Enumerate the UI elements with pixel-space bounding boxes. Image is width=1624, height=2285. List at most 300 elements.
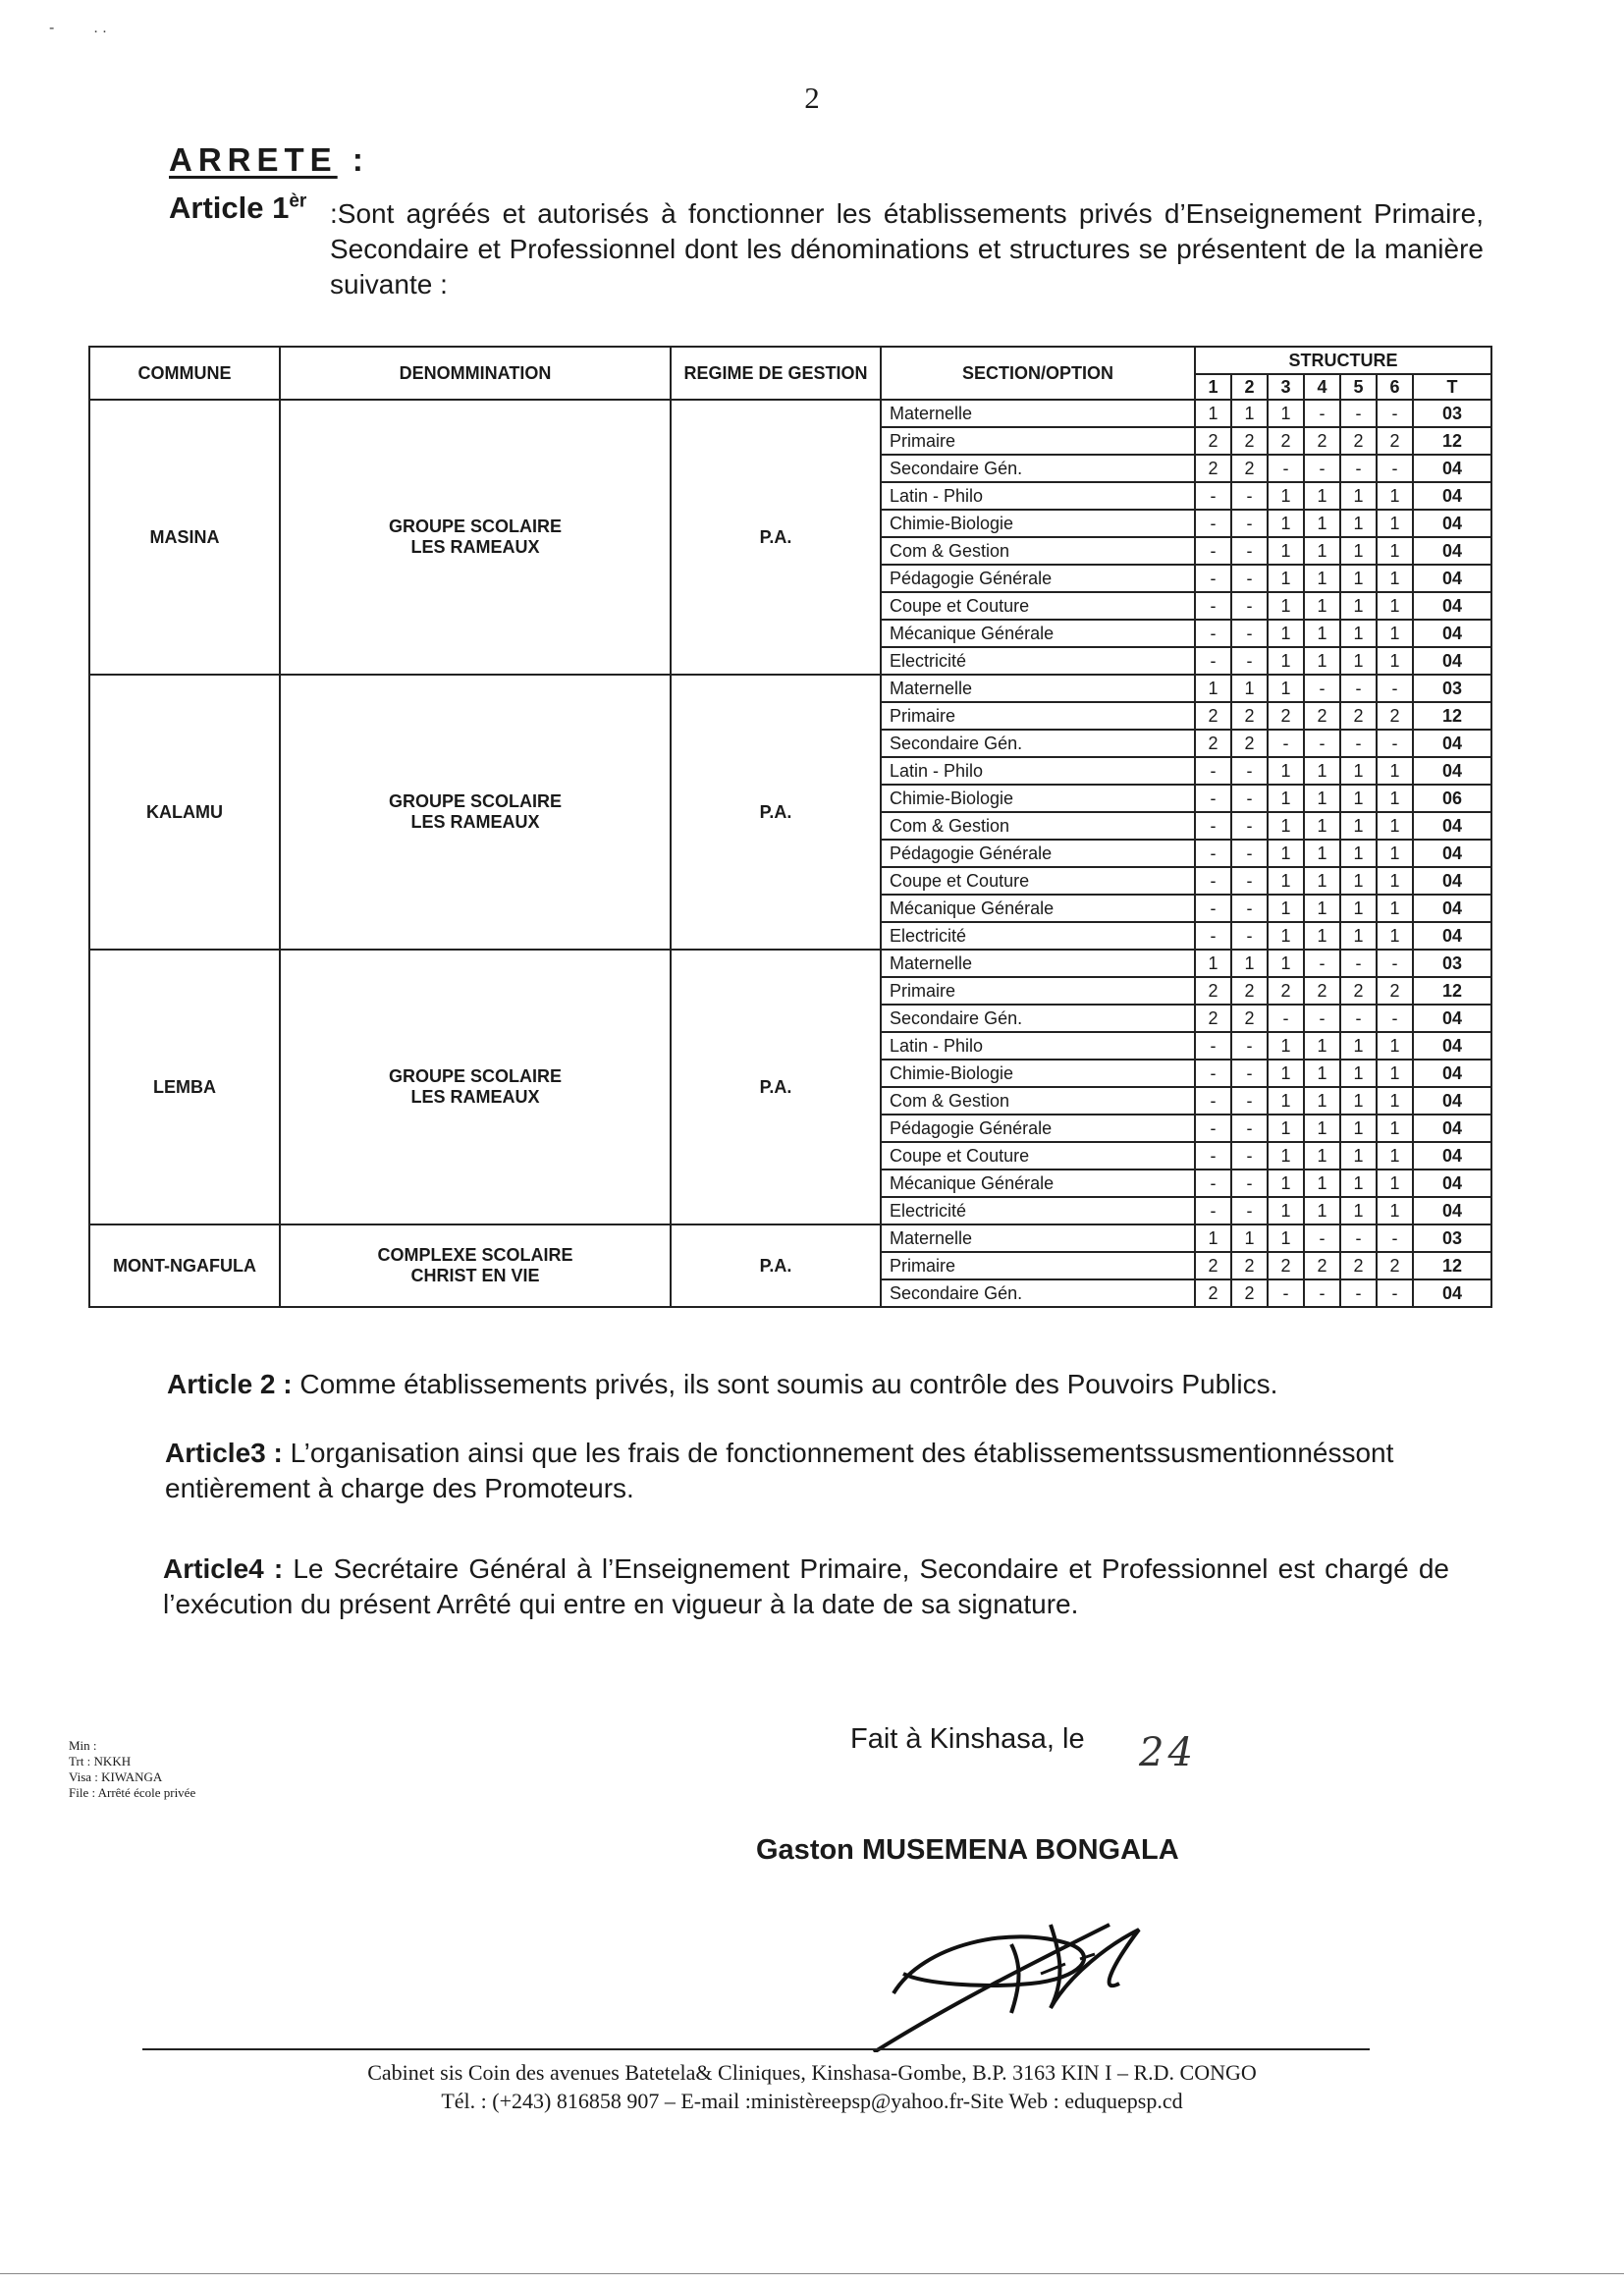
structure-total: 06 [1413,785,1491,812]
structure-cell: 1 [1304,565,1340,592]
structure-cell: - [1195,592,1231,620]
schools-table [88,346,1492,1308]
structure-cell: 1 [1304,1087,1340,1115]
structure-cell: - [1195,620,1231,647]
structure-cell: 2 [1340,427,1377,455]
structure-total: 03 [1413,950,1491,977]
article1-label [169,190,306,226]
structure-total: 03 [1413,675,1491,702]
structure-cell: - [1231,1032,1268,1060]
header-denomination: DENOMMINATION [280,347,671,400]
structure-cell: 1 [1304,647,1340,675]
structure-cell: 1 [1340,785,1377,812]
structure-cell: - [1195,1142,1231,1170]
structure-cell: 1 [1340,482,1377,510]
structure-col-header: T [1413,374,1491,400]
group-denomination: COMPLEXE SCOLAIRE CHRIST EN VIE [280,1224,671,1307]
structure-cell: 1 [1377,510,1413,537]
structure-cell: 1 [1268,1115,1304,1142]
structure-total: 12 [1413,977,1491,1005]
section-option: Secondaire Gén. [881,1279,1195,1307]
structure-cell: 1 [1340,1087,1377,1115]
structure-cell: - [1231,757,1268,785]
structure-cell: - [1377,950,1413,977]
structure-cell: 1 [1304,1142,1340,1170]
signatory-name: Gaston MUSEMENA BONGALA [756,1834,1179,1866]
structure-cell: - [1340,400,1377,427]
structure-cell: 1 [1304,537,1340,565]
structure-cell: 1 [1340,840,1377,867]
structure-cell: - [1231,1115,1268,1142]
structure-cell: 1 [1304,840,1340,867]
structure-cell: 2 [1195,455,1231,482]
structure-cell: - [1231,565,1268,592]
structure-cell: - [1231,922,1268,950]
structure-cell: 2 [1377,702,1413,730]
structure-cell: 1 [1268,482,1304,510]
section-option: Mécanique Générale [881,1170,1195,1197]
structure-cell: 2 [1340,1252,1377,1279]
article1-body: :Sont agréés et autorisés à fonctionner les établissements privés d’Enseignement Primaire, Secondaire et Professionnel dont les dénominations et structures se présentent de la manière suivante : [330,198,1484,299]
structure-cell: 1 [1268,840,1304,867]
structure-cell: - [1231,1087,1268,1115]
structure-cell: 1 [1304,867,1340,895]
ref-trt: Trt : NKKH [69,1754,132,1768]
structure-cell: - [1231,895,1268,922]
article3 [165,1436,1451,1506]
structure-cell: 1 [1340,1115,1377,1142]
structure-cell: 1 [1304,895,1340,922]
structure-cell: 1 [1231,675,1268,702]
structure-cell: 1 [1377,867,1413,895]
structure-cell: 1 [1377,1087,1413,1115]
structure-cell: 2 [1340,702,1377,730]
structure-cell: 1 [1268,1060,1304,1087]
structure-cell: 1 [1268,812,1304,840]
structure-cell: 1 [1377,895,1413,922]
structure-cell: 1 [1340,1142,1377,1170]
structure-cell: - [1231,537,1268,565]
structure-cell: 1 [1377,1142,1413,1170]
structure-cell: - [1231,647,1268,675]
structure-cell: 1 [1377,1032,1413,1060]
structure-cell: 2 [1231,1279,1268,1307]
section-option: Maternelle [881,675,1195,702]
structure-cell: - [1195,1060,1231,1087]
section-option: Coupe et Couture [881,867,1195,895]
structure-cell: - [1304,455,1340,482]
structure-total: 04 [1413,565,1491,592]
internal-references [69,1738,195,1801]
structure-cell: 1 [1304,1060,1340,1087]
ref-file: File : Arrêté école privée [69,1785,196,1800]
structure-cell: - [1377,455,1413,482]
structure-cell: - [1340,950,1377,977]
structure-col-header: 4 [1304,374,1340,400]
table-row [89,400,1491,427]
structure-cell: 1 [1377,565,1413,592]
structure-total: 04 [1413,1032,1491,1060]
footer-contact: Tél. : (+243) 816858 907 – E-mail :ministèreepsp@yahoo.fr-Site Web : eduquepsp.cd [441,2089,1183,2113]
table-row [89,1224,1491,1252]
structure-cell: - [1304,1005,1340,1032]
scan-edge [0,2273,1624,2274]
structure-cell: 1 [1340,537,1377,565]
structure-cell: - [1377,400,1413,427]
group-regime: P.A. [671,950,881,1224]
header-commune: COMMUNE [89,347,280,400]
structure-cell: 1 [1304,620,1340,647]
group-denomination: GROUPE SCOLAIRE LES RAMEAUX [280,400,671,675]
structure-col-header: 2 [1231,374,1268,400]
section-option: Secondaire Gén. [881,1005,1195,1032]
structure-cell: - [1340,1005,1377,1032]
structure-cell: 1 [1377,482,1413,510]
structure-cell: - [1377,730,1413,757]
section-option: Pédagogie Générale [881,565,1195,592]
structure-total: 04 [1413,1115,1491,1142]
structure-cell: 1 [1268,950,1304,977]
structure-total: 04 [1413,1060,1491,1087]
structure-cell: - [1195,647,1231,675]
structure-cell: 1 [1377,1115,1413,1142]
structure-cell: 2 [1195,702,1231,730]
structure-cell: - [1195,812,1231,840]
section-option: Primaire [881,702,1195,730]
structure-cell: 1 [1377,922,1413,950]
structure-cell: - [1195,537,1231,565]
structure-cell: 1 [1304,757,1340,785]
structure-cell: - [1340,1279,1377,1307]
section-option: Chimie-Biologie [881,785,1195,812]
structure-total: 04 [1413,482,1491,510]
structure-cell: 2 [1195,1005,1231,1032]
structure-cell: 1 [1377,840,1413,867]
structure-cell: 1 [1377,757,1413,785]
section-option: Secondaire Gén. [881,455,1195,482]
structure-cell: - [1195,840,1231,867]
structure-cell: 1 [1268,510,1304,537]
structure-cell: - [1231,840,1268,867]
section-option: Maternelle [881,1224,1195,1252]
article3-label: Article3 : [165,1438,283,1468]
section-option: Mécanique Générale [881,620,1195,647]
structure-cell: 2 [1195,427,1231,455]
article4-text: Le Secrétaire Général à l’Enseignement Primaire, Secondaire et Professionnel est chargé de l’exécution du présent Arrêté qui entre en vigueur à la date de sa signature. [163,1553,1450,1619]
structure-total: 04 [1413,757,1491,785]
structure-cell: - [1377,1279,1413,1307]
structure-cell: 2 [1231,1252,1268,1279]
structure-total: 12 [1413,427,1491,455]
structure-total: 03 [1413,1224,1491,1252]
structure-cell: 1 [1304,482,1340,510]
structure-cell: - [1195,1170,1231,1197]
structure-cell: 2 [1268,702,1304,730]
section-option: Mécanique Générale [881,895,1195,922]
structure-cell: 1 [1377,620,1413,647]
header-section: SECTION/OPTION [881,347,1195,400]
section-option: Primaire [881,427,1195,455]
group-denomination: GROUPE SCOLAIRE LES RAMEAUX [280,950,671,1224]
group-commune: LEMBA [89,950,280,1224]
structure-cell: 1 [1340,867,1377,895]
structure-total: 04 [1413,1279,1491,1307]
structure-cell: - [1304,675,1340,702]
structure-cell: 1 [1268,1170,1304,1197]
article2-label: Article 2 : [167,1369,293,1399]
structure-cell: 2 [1377,977,1413,1005]
group-commune: KALAMU [89,675,280,950]
structure-cell: 1 [1377,592,1413,620]
structure-cell: 2 [1195,1252,1231,1279]
structure-cell: - [1195,1115,1231,1142]
structure-total: 04 [1413,1087,1491,1115]
structure-total: 12 [1413,1252,1491,1279]
structure-cell: 1 [1340,812,1377,840]
structure-cell: 2 [1340,977,1377,1005]
structure-cell: - [1231,510,1268,537]
structure-cell: - [1195,482,1231,510]
structure-cell: 2 [1304,977,1340,1005]
structure-col-header: 5 [1340,374,1377,400]
structure-cell: - [1377,675,1413,702]
structure-cell: - [1195,1087,1231,1115]
structure-cell: 1 [1304,922,1340,950]
arrete-heading [169,141,369,179]
structure-cell: 1 [1377,812,1413,840]
structure-col-header: 1 [1195,374,1231,400]
section-option: Electricité [881,922,1195,950]
section-option: Maternelle [881,950,1195,977]
footer-address: Cabinet sis Coin des avenues Batetela& Cliniques, Kinshasa-Gombe, B.P. 3163 KIN I – R.D. CONGO [367,2060,1257,2085]
structure-cell: 2 [1377,1252,1413,1279]
structure-cell: 1 [1304,785,1340,812]
section-option: Chimie-Biologie [881,1060,1195,1087]
structure-cell: 1 [1377,1197,1413,1224]
structure-cell: - [1377,1224,1413,1252]
structure-cell: 1 [1268,400,1304,427]
article1-sup: èr [289,190,307,212]
section-option: Chimie-Biologie [881,510,1195,537]
structure-total: 04 [1413,592,1491,620]
structure-cell: 1 [1268,675,1304,702]
structure-cell: - [1195,1197,1231,1224]
section-option: Coupe et Couture [881,1142,1195,1170]
scan-mark: - . . [49,20,107,36]
structure-cell: 1 [1304,510,1340,537]
structure-cell: 1 [1304,812,1340,840]
structure-cell: - [1231,1142,1268,1170]
structure-cell: 2 [1304,427,1340,455]
arrete-colon: : [352,141,369,178]
structure-cell: - [1304,950,1340,977]
structure-col-header: 3 [1268,374,1304,400]
structure-cell: - [1231,1170,1268,1197]
structure-cell: 2 [1268,1252,1304,1279]
structure-cell: - [1268,455,1304,482]
structure-cell: - [1231,867,1268,895]
structure-cell: - [1195,510,1231,537]
section-option: Latin - Philo [881,1032,1195,1060]
structure-total: 04 [1413,1005,1491,1032]
structure-cell: 1 [1340,565,1377,592]
structure-cell: - [1195,922,1231,950]
structure-cell: 2 [1231,730,1268,757]
structure-cell: 1 [1268,895,1304,922]
structure-cell: 1 [1195,950,1231,977]
structure-cell: - [1195,785,1231,812]
structure-cell: 1 [1268,647,1304,675]
section-option: Secondaire Gén. [881,730,1195,757]
structure-cell: - [1340,455,1377,482]
structure-total: 04 [1413,895,1491,922]
article1-label-text: Article 1 [169,190,290,225]
structure-total: 04 [1413,1142,1491,1170]
header-regime: REGIME DE GESTION [671,347,881,400]
header-structure: STRUCTURE [1195,347,1491,374]
structure-cell: - [1340,730,1377,757]
structure-cell: 2 [1231,427,1268,455]
structure-cell: 2 [1195,730,1231,757]
structure-cell: 1 [1340,1197,1377,1224]
structure-cell: 1 [1195,1224,1231,1252]
structure-total: 04 [1413,537,1491,565]
section-option: Coupe et Couture [881,592,1195,620]
table-row [89,675,1491,702]
group-regime: P.A. [671,675,881,950]
structure-total: 12 [1413,702,1491,730]
structure-cell: - [1231,482,1268,510]
structure-cell: 1 [1268,1224,1304,1252]
structure-cell: 1 [1340,757,1377,785]
structure-cell: 2 [1195,977,1231,1005]
section-option: Com & Gestion [881,812,1195,840]
group-regime: P.A. [671,400,881,675]
structure-cell: 1 [1377,1060,1413,1087]
structure-cell: - [1195,895,1231,922]
structure-cell: 1 [1340,1170,1377,1197]
structure-cell: - [1340,675,1377,702]
structure-cell: - [1268,1279,1304,1307]
structure-cell: - [1304,400,1340,427]
section-option: Pédagogie Générale [881,840,1195,867]
structure-cell: 2 [1268,427,1304,455]
structure-cell: 1 [1340,1060,1377,1087]
section-option: Com & Gestion [881,537,1195,565]
structure-cell: - [1231,785,1268,812]
section-option: Latin - Philo [881,757,1195,785]
structure-cell: 1 [1340,922,1377,950]
structure-cell: 1 [1268,620,1304,647]
article4 [163,1551,1449,1622]
structure-cell: 1 [1231,950,1268,977]
table-body [89,400,1491,1307]
page-number: 2 [804,81,820,115]
section-option: Pédagogie Générale [881,1115,1195,1142]
structure-cell: 1 [1268,922,1304,950]
structure-total: 04 [1413,647,1491,675]
structure-cell: 1 [1340,647,1377,675]
article1-text [330,196,1484,302]
group-denomination: GROUPE SCOLAIRE LES RAMEAUX [280,675,671,950]
article4-label: Article4 : [163,1553,284,1584]
structure-col-header: 6 [1377,374,1413,400]
structure-total: 04 [1413,867,1491,895]
structure-cell: 1 [1340,592,1377,620]
structure-cell: - [1195,565,1231,592]
structure-total: 04 [1413,1197,1491,1224]
structure-cell: 1 [1268,1032,1304,1060]
structure-cell: 2 [1377,427,1413,455]
group-regime: P.A. [671,1224,881,1307]
article2-text: Comme établissements privés, ils sont soumis au contrôle des Pouvoirs Publics. [299,1369,1278,1399]
structure-cell: 1 [1268,565,1304,592]
structure-cell: 1 [1231,1224,1268,1252]
structure-cell: 1 [1268,537,1304,565]
structure-cell: 1 [1304,592,1340,620]
section-option: Primaire [881,1252,1195,1279]
structure-cell: 1 [1340,510,1377,537]
structure-cell: 1 [1377,785,1413,812]
structure-cell: 1 [1195,400,1231,427]
structure-cell: 1 [1340,1032,1377,1060]
structure-cell: 1 [1268,757,1304,785]
group-commune: MONT-NGAFULA [89,1224,280,1307]
structure-cell: 2 [1231,455,1268,482]
structure-cell: 2 [1231,977,1268,1005]
handwritten-date: 24 [1139,1730,1197,1775]
structure-cell: 1 [1304,1197,1340,1224]
structure-cell: - [1340,1224,1377,1252]
structure-cell: 2 [1268,977,1304,1005]
structure-cell: - [1231,592,1268,620]
article2 [167,1367,1434,1402]
section-option: Com & Gestion [881,1087,1195,1115]
structure-total: 03 [1413,400,1491,427]
ref-min: Min : [69,1738,97,1753]
section-option: Primaire [881,977,1195,1005]
ref-visa: Visa : KIWANGA [69,1769,163,1784]
structure-total: 04 [1413,922,1491,950]
section-option: Latin - Philo [881,482,1195,510]
article3-text: L’organisation ainsi que les frais de fonctionnement des établissementssusmentionnéssont entièrement à charge des Promoteurs. [165,1438,1394,1503]
structure-cell: - [1304,1224,1340,1252]
table-row [89,950,1491,977]
structure-cell: - [1377,1005,1413,1032]
structure-cell: - [1231,620,1268,647]
group-commune: MASINA [89,400,280,675]
place-date: Fait à Kinshasa, le [850,1723,1085,1755]
arrete-title: ARRETE [169,141,338,178]
footer-rule [142,2048,1370,2050]
structure-cell: 1 [1340,620,1377,647]
structure-cell: - [1195,757,1231,785]
structure-cell: 1 [1268,867,1304,895]
structure-cell: 2 [1231,1005,1268,1032]
structure-total: 04 [1413,510,1491,537]
structure-cell: 2 [1304,702,1340,730]
structure-cell: 2 [1304,1252,1340,1279]
handwritten-signature [864,1885,1237,2052]
structure-cell: 1 [1268,592,1304,620]
structure-cell: 1 [1304,1115,1340,1142]
structure-total: 04 [1413,1170,1491,1197]
structure-total: 04 [1413,620,1491,647]
structure-cell: 1 [1377,647,1413,675]
section-option: Electricité [881,1197,1195,1224]
structure-cell: 1 [1268,1197,1304,1224]
structure-cell: 1 [1195,675,1231,702]
